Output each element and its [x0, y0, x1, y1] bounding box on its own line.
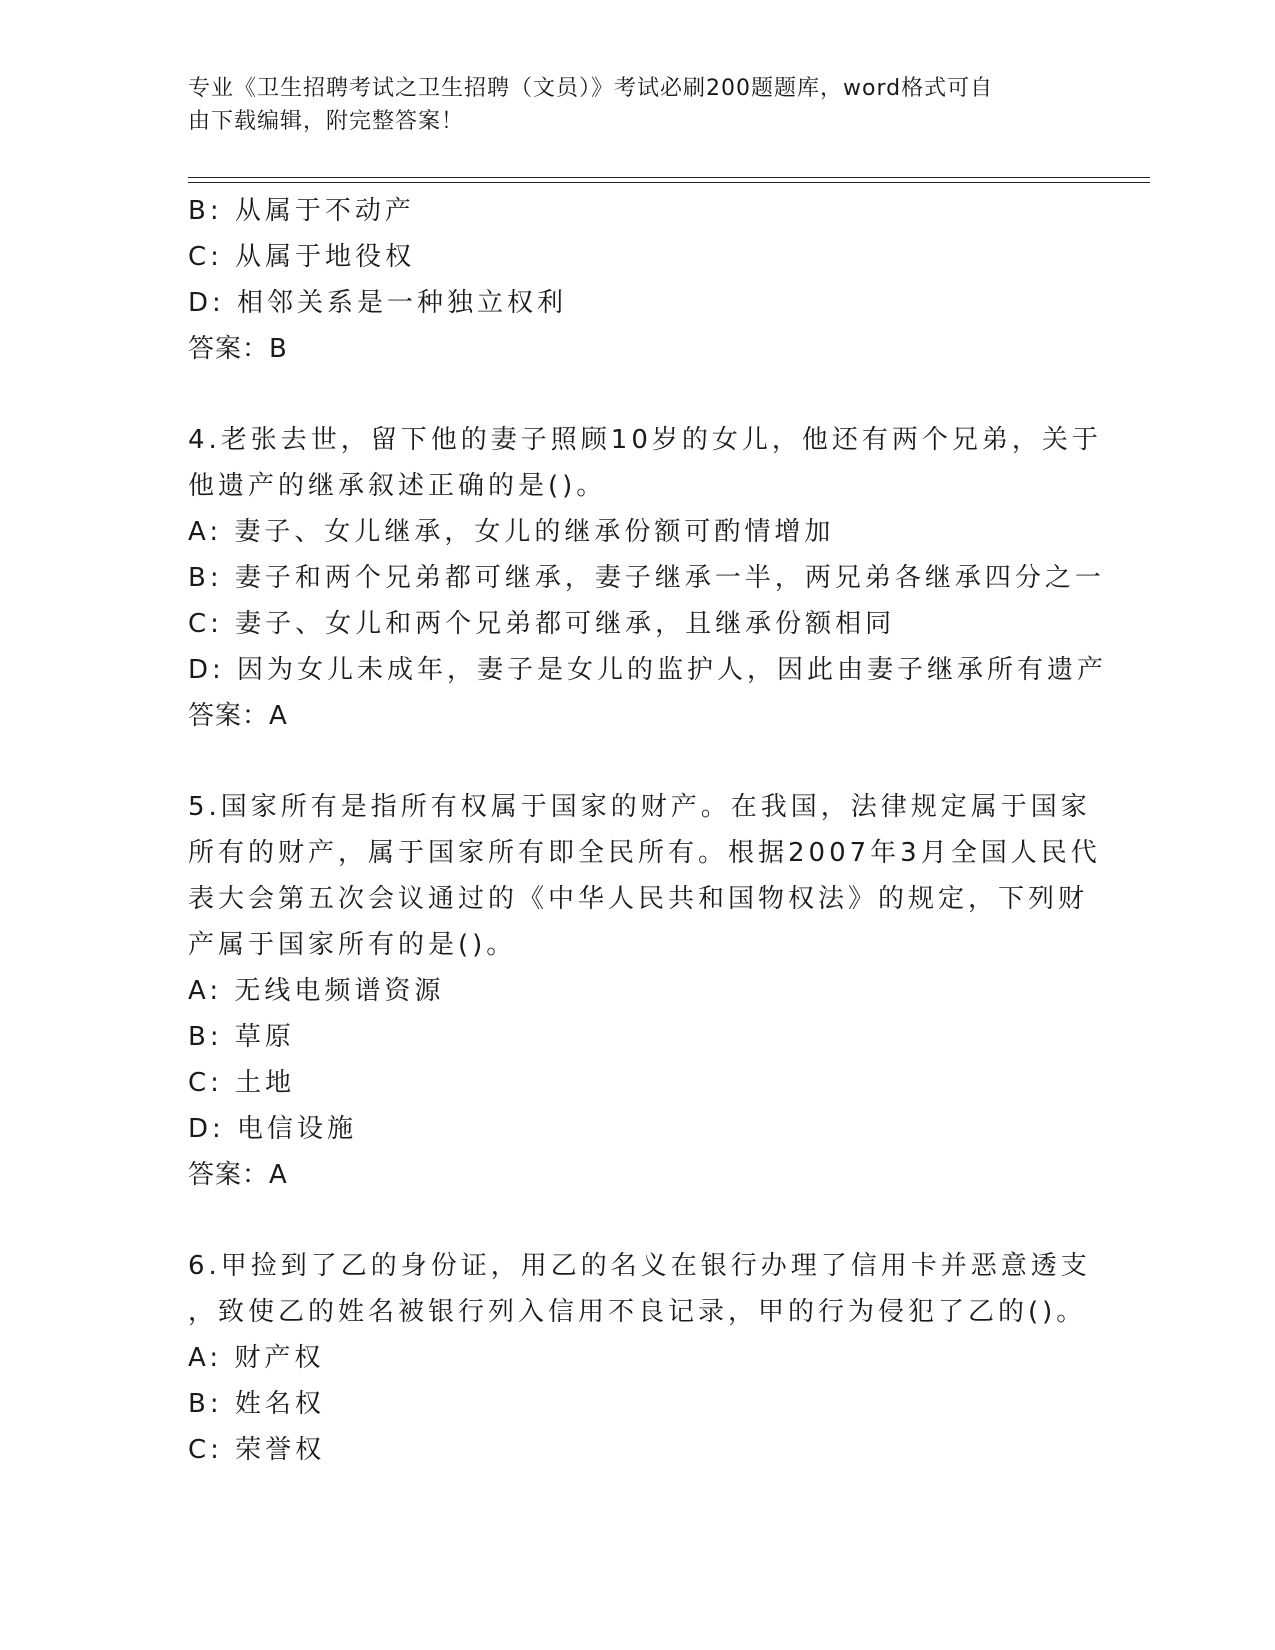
question-spacer [188, 739, 1088, 784]
option-b: B: 妻子和两个兄弟都可继承，妻子继承一半，两兄弟各继承四分之一 [188, 563, 1105, 593]
option-a: A: 妻子、女儿继承，女儿的继承份额可酌情增加 [188, 517, 835, 547]
header-line-2: 由下载编辑，附完整答案！ [188, 109, 465, 134]
question-stem-line: 4.老张去世，留下他的妻子照顾10岁的女儿，他还有两个兄弟，关于 [188, 425, 1102, 455]
question-stem-line: 所有的财产，属于国家所有即全民所有。根据2007年3月全国人民代 [188, 838, 1101, 868]
answer-line: 答案：A [188, 1160, 288, 1190]
header-line-1: 专业《卫生招聘考试之卫生招聘（文员）》考试必刷200题题库，word格式可自 [188, 76, 994, 101]
option-a: A: 无线电频谱资源 [188, 976, 445, 1006]
question-stem-line: 他遗产的继承叙述正确的是()。 [188, 471, 607, 501]
question-stem-line: 6.甲捡到了乙的身份证，用乙的名义在银行办理了信用卡并恶意透支 [188, 1251, 1091, 1281]
option-b: B: 草原 [188, 1022, 295, 1052]
question-stem-line: 产属于国家所有的是()。 [188, 930, 517, 960]
option-c: C: 妻子、女儿和两个兄弟都可继承，且继承份额相同 [188, 609, 896, 639]
option-a: A: 财产权 [188, 1343, 325, 1373]
question-6 [188, 1243, 1091, 1473]
option-b: B: 姓名权 [188, 1389, 325, 1419]
question-4 [188, 417, 1108, 739]
document-header [188, 72, 1068, 138]
header-divider-bottom [188, 182, 1150, 183]
answer-line: 答案：B [188, 334, 288, 364]
question-5 [188, 784, 1101, 1198]
question-content [188, 188, 1108, 1473]
option-d: D: 电信设施 [188, 1114, 358, 1144]
question-3-tail [188, 188, 1088, 372]
option-c: C: 从属于地役权 [188, 242, 416, 272]
option-d: D: 因为女儿未成年，妻子是女儿的监护人，因此由妻子继承所有遗产 [188, 655, 1108, 685]
question-spacer [188, 372, 1088, 417]
option-d: D: 相邻关系是一种独立权利 [188, 288, 568, 318]
answer-line: 答案：A [188, 701, 288, 731]
option-c: C: 荣誉权 [188, 1435, 326, 1465]
question-stem-line: ，致使乙的姓名被银行列入信用不良记录，甲的行为侵犯了乙的()。 [188, 1297, 1087, 1327]
option-c: C: 土地 [188, 1068, 296, 1098]
header-divider-top [188, 177, 1150, 178]
option-b: B: 从属于不动产 [188, 196, 415, 226]
question-spacer [188, 1198, 1088, 1243]
question-stem-line: 表大会第五次会议通过的《中华人民共和国物权法》的规定，下列财 [188, 884, 1089, 914]
question-stem-line: 5.国家所有是指所有权属于国家的财产。在我国，法律规定属于国家 [188, 792, 1091, 822]
